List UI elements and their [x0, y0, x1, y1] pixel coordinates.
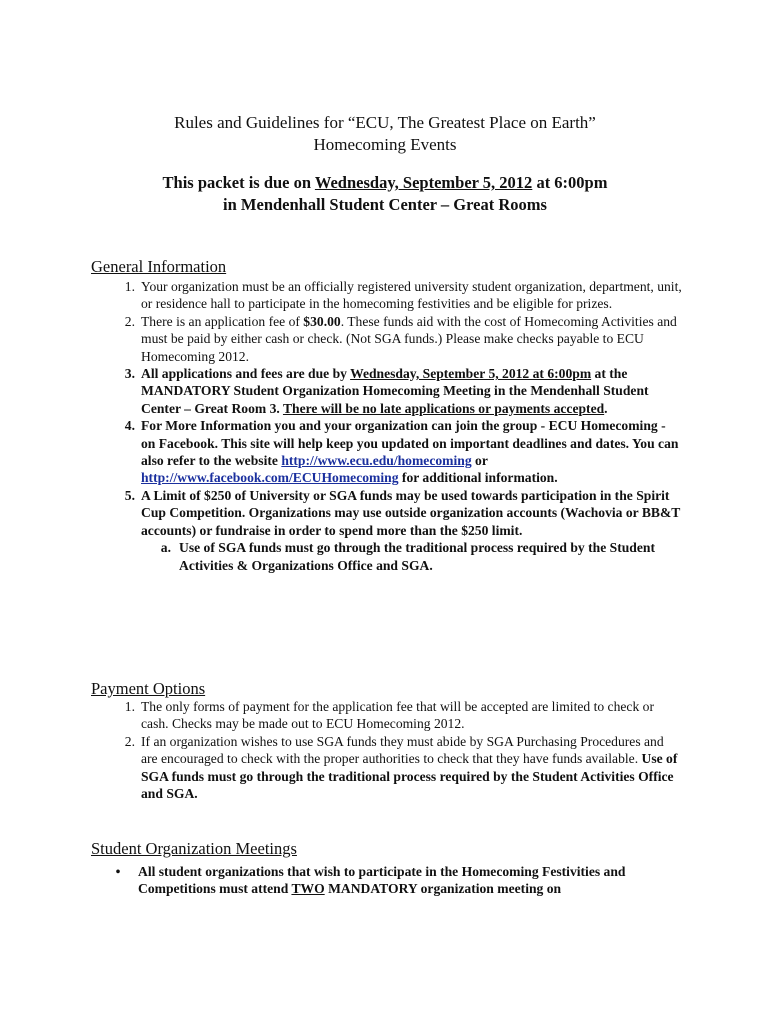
item-text: at the MANDATORY Student Organization Homecoming Meeting in the Mendenhall Student Center – Great Room 3.	[141, 366, 649, 416]
item-text: Your organization must be an officially registered university student organization, department, unit, or residence hall to participate in the homecoming festivities and be eligible for prizes.	[141, 279, 682, 312]
no-late-notice: There will be no late applications or payments accepted	[282, 400, 605, 416]
list-item	[113, 698, 683, 733]
list-item	[113, 417, 683, 487]
due-pre: This packet is due on	[162, 173, 315, 192]
meetings-list	[110, 863, 690, 898]
due-post: at 6:00pm	[532, 173, 608, 192]
deadline-date: Wednesday, September 5, 2012 at 6:00pm	[350, 366, 592, 382]
item-text: MANDATORY organization meeting on	[324, 881, 562, 897]
payment-options-list	[113, 698, 683, 802]
item-text: Use of SGA funds must go through the traditional process required by the Student Activities & Organizations Office and SGA.	[179, 540, 655, 573]
due-date-line2: in Mendenhall Student Center – Great Rooms	[223, 195, 547, 214]
general-information-list	[113, 278, 683, 574]
payment-options-heading: Payment Options	[91, 679, 206, 698]
two-meetings-emphasis: TWO	[291, 881, 325, 897]
item-text: or	[471, 453, 488, 469]
item-text: All applications and fees are due by	[141, 366, 351, 382]
item-text: If an organization wishes to use SGA funds they must abide by SGA Purchasing Procedures and are encouraged to check with the proper authorities to check that they have funds available.	[141, 733, 664, 767]
item-number: 1.	[124, 699, 135, 714]
general-information-heading: General Information	[91, 257, 227, 276]
ecu-homecoming-link[interactable]: http://www.ecu.edu/homecoming	[281, 453, 472, 469]
list-item	[113, 487, 683, 539]
item-text-bold: Use of SGA funds must go through the traditional process required by the Student Activities Office and SGA.	[141, 751, 678, 802]
list-item	[113, 278, 683, 313]
item-number: 5.	[124, 487, 135, 503]
item-letter: a.	[160, 540, 171, 556]
document-title-line1: Rules and Guidelines for “ECU, The Greatest Place on Earth”	[174, 113, 596, 132]
application-fee: $30.00	[303, 313, 341, 329]
item-text: . These funds aid with the cost of Homecoming Activities and must be paid by either cash or check. (Not SGA funds.) Please make checks payable to ECU Homecoming 2012.	[141, 313, 677, 364]
item-text: The only forms of payment for the application fee that will be accepted are limited to check or cash. Checks may be made out to ECU Homecoming 2012.	[141, 699, 654, 732]
list-item	[110, 863, 690, 898]
document-title-line2: Homecoming Events	[313, 135, 457, 154]
bullet-icon: •	[115, 864, 121, 879]
list-item	[113, 313, 683, 365]
sub-list-item	[131, 539, 683, 574]
list-item	[113, 733, 683, 803]
item-text: For More Information you and your organization can join the group - ECU Homecoming - on Facebook. This site will help keep you updated on important deadlines and dates. You can also refer to the website	[141, 418, 679, 469]
item-text: All student organizations that wish to participate in the Homecoming Festivities and Competitions must attend	[138, 864, 626, 897]
item-text: A Limit of $250 of University or SGA funds may be used towards participation in the Spirit Cup Competition. Organizations may use outside organization accounts (Wachovia or BB&T accounts) or fundraise in order to spend more than the $250 limit.	[141, 487, 681, 538]
item-number: 3.	[124, 366, 135, 382]
item-number: 2.	[124, 733, 135, 749]
student-organization-meetings-heading: Student Organization Meetings	[91, 839, 297, 858]
item-number: 1.	[124, 279, 135, 294]
facebook-homecoming-link[interactable]: http://www.facebook.com/ECUHomecoming	[141, 470, 399, 486]
item-text: for additional information.	[398, 470, 558, 486]
list-item	[113, 365, 683, 417]
item-text: There is an application fee of	[141, 313, 304, 329]
item-text: .	[604, 400, 608, 416]
due-date: Wednesday, September 5, 2012	[314, 173, 533, 192]
item-number: 4.	[124, 418, 135, 434]
item-number: 2.	[124, 313, 135, 329]
due-date-line1	[0, 172, 770, 194]
